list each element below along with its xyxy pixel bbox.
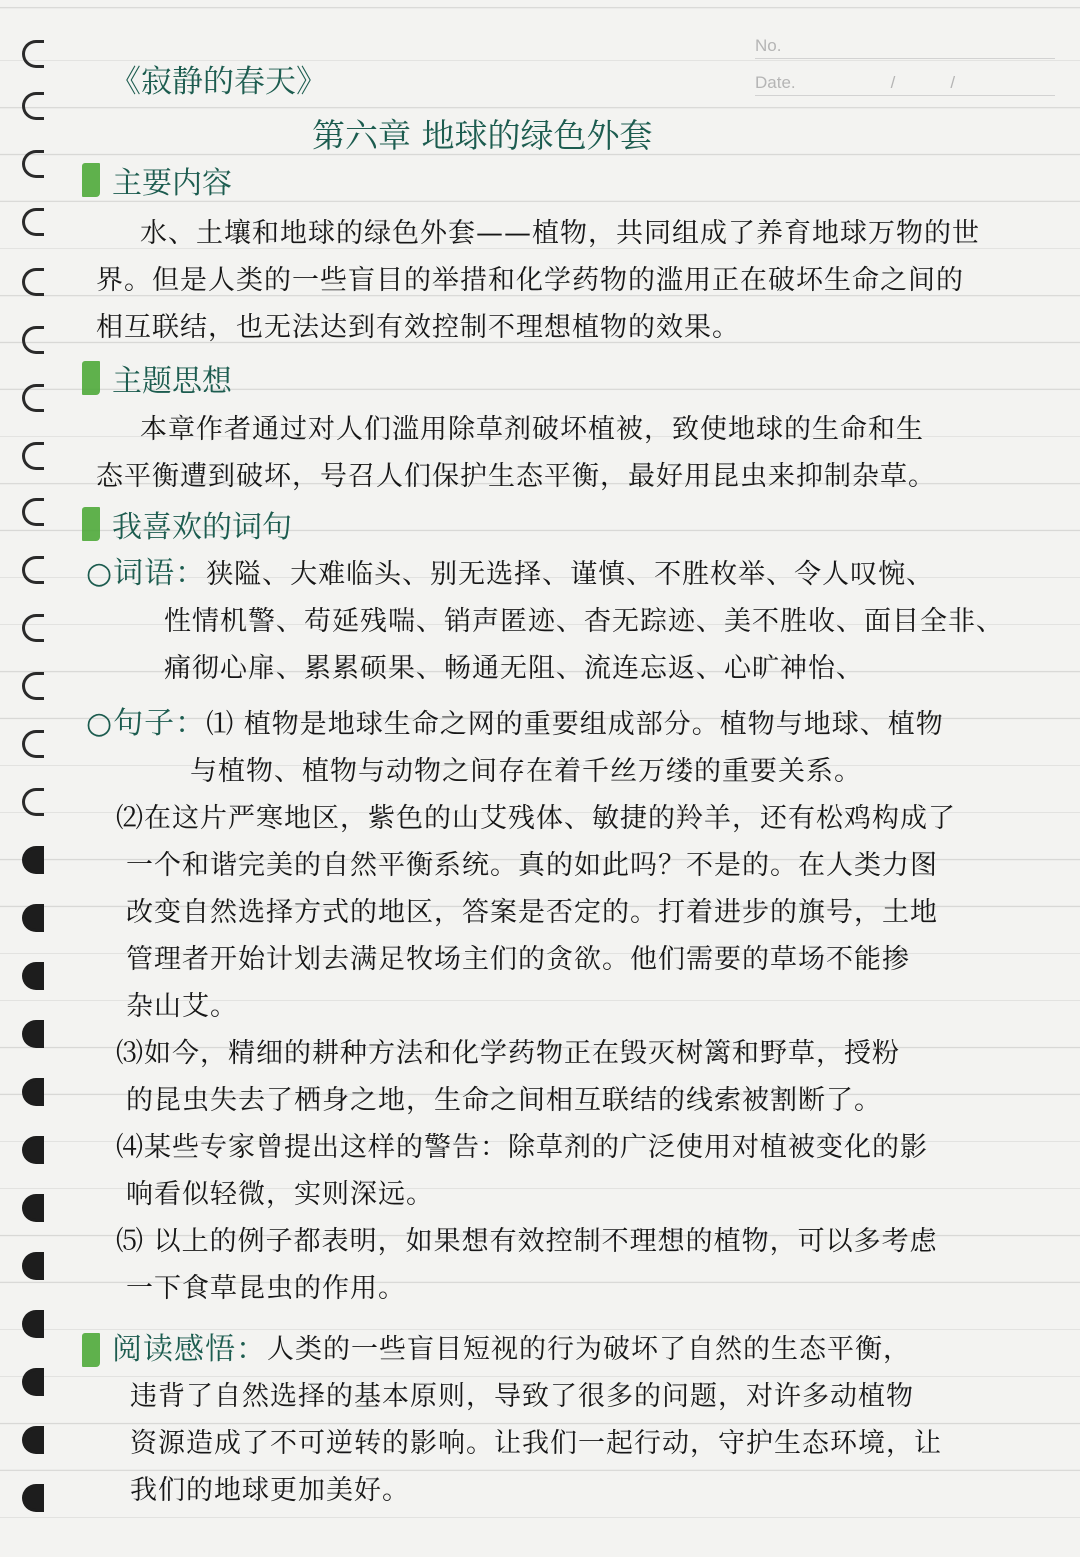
text-line: 一下食草昆虫的作用。	[126, 1273, 406, 1304]
text-line: 界。但是人类的一些盲目的举措和化学药物的滥用正在破坏生命之间的	[96, 265, 964, 296]
spiral-binding-ring-icon	[22, 208, 44, 236]
spiral-binding-ring-icon	[22, 498, 44, 526]
text-line: 痛彻心扉、累累硕果、畅通无阻、流连忘返、心旷神怡、	[164, 653, 864, 684]
text-line: ⑴ 植物是地球生命之网的重要组成部分。植物与地球、植物	[206, 709, 944, 740]
text-line: 管理者开始计划去满足牧场主们的贪欲。他们需要的草场不能掺	[126, 944, 910, 975]
text-line: 改变自然选择方式的地区，答案是否定的。打着进步的旗号，土地	[126, 897, 938, 928]
text-line: 狭隘、大难临头、别无选择、谨慎、不胜枚举、令人叹惋、	[206, 559, 935, 590]
date-field	[755, 59, 1055, 96]
spiral-binding-ring-icon	[22, 1136, 44, 1164]
theme-paragraph	[96, 406, 1056, 500]
spiral-binding-ring-icon	[22, 40, 44, 68]
main-content-paragraph	[96, 210, 1056, 351]
highlighter-marker-icon	[82, 163, 100, 197]
spiral-binding-ring-icon	[22, 268, 44, 296]
spiral-binding	[0, 0, 70, 1557]
text-line: ⑶如今，精细的耕种方法和化学药物正在毁灭树篱和野草，授粉	[116, 1038, 900, 1069]
no-label: No.	[755, 36, 782, 55]
chapter-title: 第六章 地球的绿色外套	[312, 116, 653, 155]
spiral-binding-ring-icon	[22, 1020, 44, 1048]
spiral-binding-ring-icon	[22, 1252, 44, 1280]
reading-heading-label: 阅读感悟：	[112, 1332, 267, 1367]
text-line: 态平衡遭到破坏，号召人们保护生态平衡，最好用昆虫来抑制杂草。	[96, 461, 936, 492]
section-heading-label: 我喜欢的词句	[112, 510, 292, 545]
spiral-binding-ring-icon	[22, 92, 44, 120]
highlighter-marker-icon	[82, 507, 100, 541]
text-line: 资源造成了不可逆转的影响。让我们一起行动，守护生态环境，让	[130, 1428, 942, 1459]
text-line: 与植物、植物与动物之间存在着千丝万缕的重要关系。	[190, 756, 862, 787]
spiral-binding-ring-icon	[22, 1194, 44, 1222]
text-line: 水、土壤和地球的绿色外套——植物，共同组成了养育地球万物的世	[140, 218, 980, 249]
highlighter-marker-icon	[82, 361, 100, 395]
date-separator: /	[890, 73, 896, 92]
notebook-header	[755, 22, 1055, 96]
spiral-binding-ring-icon	[22, 846, 44, 874]
favorites-heading	[82, 502, 292, 546]
section-heading-label: 主题思想	[112, 364, 232, 399]
text-line: ⑸ 以上的例子都表明，如果想有效控制不理想的植物，可以多考虑	[116, 1226, 938, 1257]
main-content-heading	[82, 158, 232, 202]
spiral-binding-ring-icon	[22, 672, 44, 700]
date-separator: /	[950, 73, 956, 92]
text-line: 杂山艾。	[126, 991, 238, 1022]
date-label: Date.	[755, 73, 796, 92]
words-label: ○词语：	[86, 556, 207, 591]
text-line: 性情机警、苟延残喘、销声匿迹、杳无踪迹、美不胜收、面目全非、	[164, 606, 1004, 637]
text-line: 人类的一些盲目短视的行为破坏了自然的生态平衡，	[267, 1334, 911, 1365]
spiral-binding-ring-icon	[22, 1368, 44, 1396]
spiral-binding-ring-icon	[22, 614, 44, 642]
text-line: 一个和谐完美的自然平衡系统。真的如此吗？不是的。在人类力图	[126, 850, 938, 881]
spiral-binding-ring-icon	[22, 1484, 44, 1512]
spiral-binding-ring-icon	[22, 962, 44, 990]
text-line: 响看似轻微，实则深远。	[126, 1179, 434, 1210]
section-heading-label: 主要内容	[112, 166, 232, 201]
text-line: 我们的地球更加美好。	[130, 1475, 410, 1506]
text-line: ⑷某些专家曾提出这样的警告：除草剂的广泛使用对植被变化的影	[116, 1132, 928, 1163]
spiral-binding-ring-icon	[22, 730, 44, 758]
spiral-binding-ring-icon	[22, 788, 44, 816]
text-line: 的昆虫失去了栖身之地，生命之间相互联结的线索被割断了。	[126, 1085, 882, 1116]
words-block	[86, 550, 1056, 692]
spiral-binding-ring-icon	[22, 1078, 44, 1106]
sentences-label: ○句子：	[86, 706, 207, 741]
spiral-binding-ring-icon	[22, 556, 44, 584]
spiral-binding-ring-icon	[22, 1310, 44, 1338]
text-line: 本章作者通过对人们滥用除草剂破坏植被，致使地球的生命和生	[140, 414, 924, 445]
spiral-binding-ring-icon	[22, 904, 44, 932]
text-line: 违背了自然选择的基本原则，导致了很多的问题，对许多动植物	[130, 1381, 914, 1412]
highlighter-marker-icon	[82, 1333, 100, 1367]
sentences-block	[86, 700, 1056, 1312]
spiral-binding-ring-icon	[22, 384, 44, 412]
text-line: 相互联结，也无法达到有效控制不理想植物的效果。	[96, 312, 740, 343]
theme-heading	[82, 356, 232, 400]
number-field	[755, 22, 1055, 59]
spiral-binding-ring-icon	[22, 150, 44, 178]
spiral-binding-ring-icon	[22, 1426, 44, 1454]
reading-reflection-block	[82, 1326, 1057, 1514]
text-line: ⑵在这片严寒地区，紫色的山艾残体、敏捷的羚羊，还有松鸡构成了	[116, 803, 956, 834]
spiral-binding-ring-icon	[22, 442, 44, 470]
spiral-binding-ring-icon	[22, 326, 44, 354]
book-title: 《寂静的春天》	[110, 64, 327, 100]
